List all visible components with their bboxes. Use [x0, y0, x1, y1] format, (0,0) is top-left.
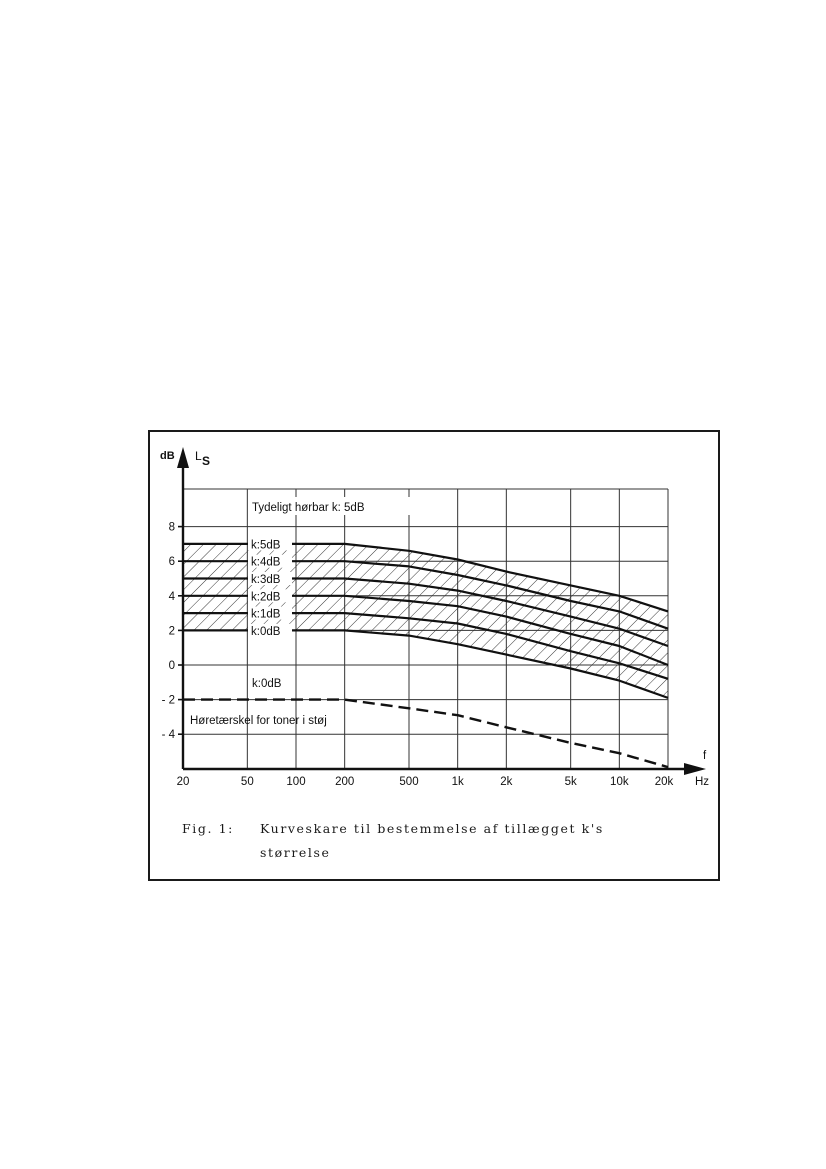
y-tick-label: 2: [168, 625, 175, 638]
y-tick-label: 8: [168, 521, 175, 534]
caption-prefix: Fig. 1:: [182, 821, 234, 836]
x-tick-label: 2k: [500, 776, 513, 788]
series-label-k-2dB: k:2dB: [251, 591, 281, 604]
y-tick-label: - 4: [161, 729, 175, 742]
series-label-k-5dB: k:5dB: [251, 539, 281, 552]
y-axis-label-sub: S: [202, 454, 211, 468]
y-axis-label: L: [195, 449, 202, 463]
x-tick-label: 20k: [654, 776, 674, 788]
y-unit-label: dB: [160, 450, 175, 462]
series-label-k-3dB: k:3dB: [251, 574, 281, 586]
figure-frame: [148, 430, 720, 881]
x-tick-label: 20: [176, 776, 190, 788]
x-tick-label: 100: [286, 776, 306, 788]
annotation-top-region: Tydeligt hørbar k: 5dB: [252, 502, 365, 514]
chart: [150, 432, 718, 879]
x-axis-arrow: [684, 763, 706, 775]
x-tick-label: 1k: [451, 776, 464, 788]
x-axis-label: f: [703, 750, 707, 762]
series-label-k-0dB: k:0dB: [251, 625, 281, 638]
caption-line-1: Kurveskare til bestemmelse af tillægget k's: [260, 821, 604, 836]
series-label-k-4dB: k:4dB: [251, 556, 281, 569]
x-unit-label: Hz: [695, 776, 710, 788]
y-tick-label: 6: [168, 556, 175, 569]
y-tick-label: 4: [168, 590, 175, 603]
x-tick-label: 10k: [610, 776, 629, 788]
y-tick-label: - 2: [161, 694, 175, 707]
x-tick-label: 5k: [564, 776, 577, 788]
y-axis-arrow: [177, 447, 189, 468]
x-tick-label: 500: [399, 776, 419, 788]
series-label-k-1dB: k:1dB: [251, 608, 281, 621]
x-tick-label: 50: [240, 776, 254, 788]
x-tick-label: 200: [335, 776, 355, 788]
caption-line-2: størrelse: [260, 845, 331, 860]
annotation-threshold: Høretærskel for toner i støj: [190, 715, 327, 727]
annotation-lower-region: k:0dB: [252, 678, 282, 690]
y-tick-label: 0: [168, 660, 175, 672]
series-line-threshold: [183, 700, 668, 768]
